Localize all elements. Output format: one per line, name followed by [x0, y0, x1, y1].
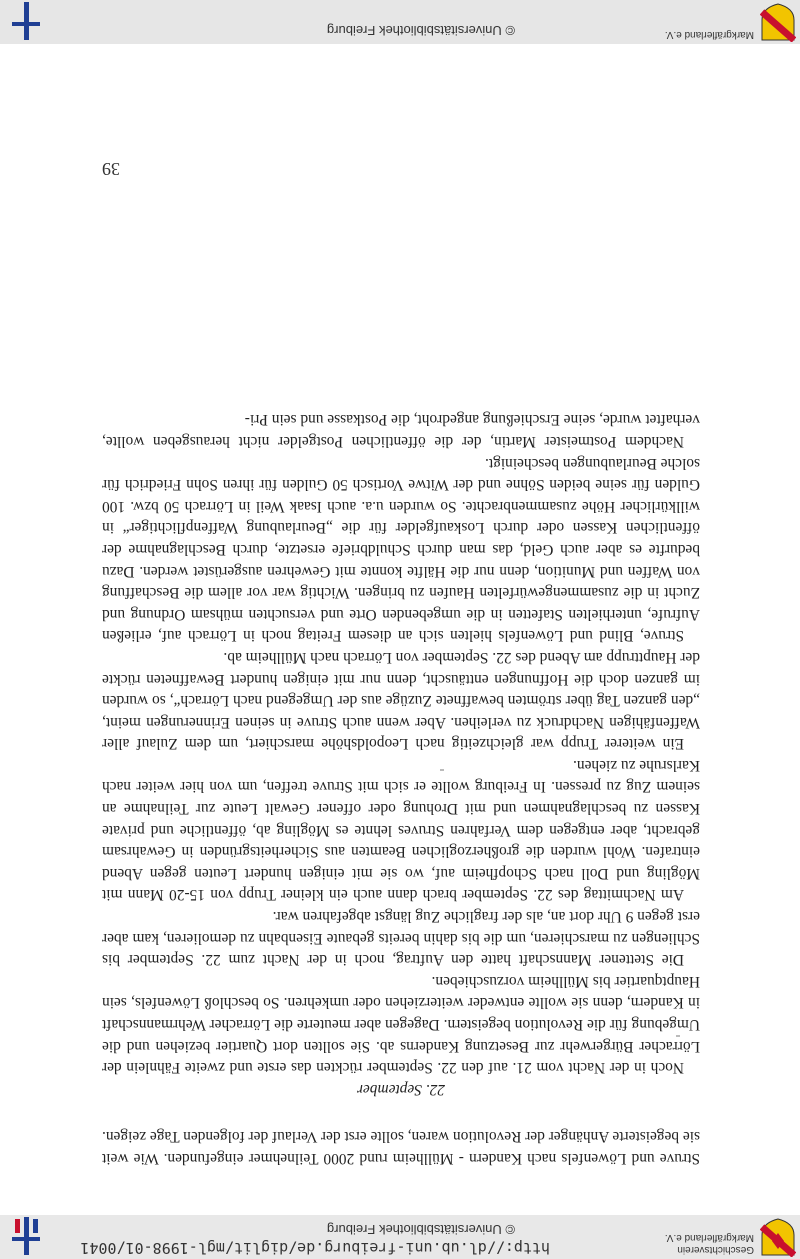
coat-of-arms-icon [760, 2, 796, 42]
page-body [102, 409, 700, 1169]
paragraph: Struve und Löwenfels nach Kandern - Müllheim rund 2000 Teilnehmer eingefunden. Wie weit sie begeisterte Anhänger der Revolution waren, sollte erst der Verlauf der folgenden Tage zeigen. [102, 1128, 700, 1167]
paragraph: Nachdem Postmeister Martin, der die öffentlichen Postgelder nicht herausgeben wollte, verhaftet wurde, seine Erschießung angedroht, die Postkasse und sein Pri- [102, 411, 700, 450]
header-bar [0, 1215, 800, 1259]
library-logo-icon [6, 1215, 46, 1259]
paragraph: Die Stettener Mannschaft hatte den Auftrag, noch in der Nacht zum 22. September bis Schliengen zu marschieren, um die bis dahin bereits gebaute Eisenbahn zu demolieren, kam aber erst gegen 9 Uhr dort an, als der fragliche Zug längst abgefahren war. [102, 908, 700, 969]
society-name: Markgräflerland e.V. [664, 29, 754, 40]
paragraph: Noch in der Nacht vom 21. auf den 22. September rückten das erste und zweite Fähnlein der Lörracher Bürgerwehr zur Besetzung Kanderns ab. Sie sollten dort Quartier beziehen und die Umgebung für die Revolution begeistern. Dagegen aber meuterte die Lörracher Wehrmannschaft in Kandern, denn sie wollte entweder weiterziehen oder umkehren. So beschloß Löwenfels, sein Hauptquartier bis Müllheim vorzuschieben. [102, 972, 700, 1077]
permalink-url[interactable]: http://dl.ub.uni-freiburg.de/diglit/mgl-1998-01/0041 [80, 1239, 550, 1257]
paragraph: Ein weiterer Trupp war gleichzeitig nach Leopoldshöhe marschiert, um dem Zulauf aller Waffenfähigen Nachdruck zu verleihen. Aber wenn auch Struve in seinen Erinnerungen meint, „den ganzen Tag über strömten bewaffnete Zuzüge aus der Umgegend nach Lörrach“, so wurden im ganzen doch die Hoffnungen enttäuscht, denn nur mit einigen hundert Bewaffneten rückte der Haupttrupp am Abend des 22. September von Lörrach nach Müllheim ab. [102, 648, 700, 753]
footer-bar [0, 0, 800, 44]
society-line-2: Markgräflerland e.V. [664, 1232, 754, 1243]
paragraph: Am Nachmittag des 22. September brach dann auch ein kleiner Trupp von 15-20 Mann mit Mögling und Doll nach Schopfheim auf, wo sie mit einigen hundert Leuten gegen Abend eintrafen. Wohl wurden die großherzoglichen Beamten aus Sicherheitsgründen in Gewahrsam gebracht, aber entgegen dem Verfahren Struves lehnte es Mögling ab, öffentliche und private Kassen zu beschlagnahmen und mit Drohung oder offener Gewalt Leute zur Teilnahme an seinem Zug zu pressen. In Freiburg wollte er sich mit Struve treffen, um von hier weiter nach Karlsruhe zu ziehen. [102, 756, 700, 904]
page-number: 39 [102, 159, 120, 179]
library-credit: © Universitätsbibliothek Freiburg [326, 23, 515, 38]
library-credit: © Universitätsbibliothek Freiburg [326, 1222, 515, 1237]
scan-speck [440, 769, 444, 771]
coat-of-arms-icon [760, 1217, 796, 1257]
paragraph: Struve, Blind und Löwenfels hielten sich an diesem Freitag noch in Lörrach auf, erließen Aufrufe, unterhielten Stafetten in die umgebenden Orte und versuchten mühsam Ordnung und Zucht in die zusammengewürfelten Haufen zu bringen. Wichtig war vor allem die Beschaffung von Waffen und Munition, denn nur die Hälfte konnte mit Gewehren ausgerüstet werden. Dazu bedurfte es aber auch Geld, das man durch Schuldbriefe ersetzte, durch Beschlagnahme der öffentlichen Kassen oder durch Loskaufgelder für die „Beurlaubung Waffenpflichtiger“ in willkürlicher Höhe zusammenbrachte. So wurden u.a. auch Isaak Weil in Lörrach 50 bzw. 100 Gulden für seine beiden Söhne und der Witwe Vortisch 50 Gulden für ihren Sohn Friedrich für solche Beurlaubungen bescheinigt. [102, 454, 700, 645]
society-name [665, 1231, 754, 1255]
scan-speck [676, 1035, 680, 1037]
library-logo-icon [6, 0, 46, 44]
section-heading: 22. September [356, 1080, 446, 1098]
society-line-1: Geschichtsverein [677, 1244, 754, 1255]
